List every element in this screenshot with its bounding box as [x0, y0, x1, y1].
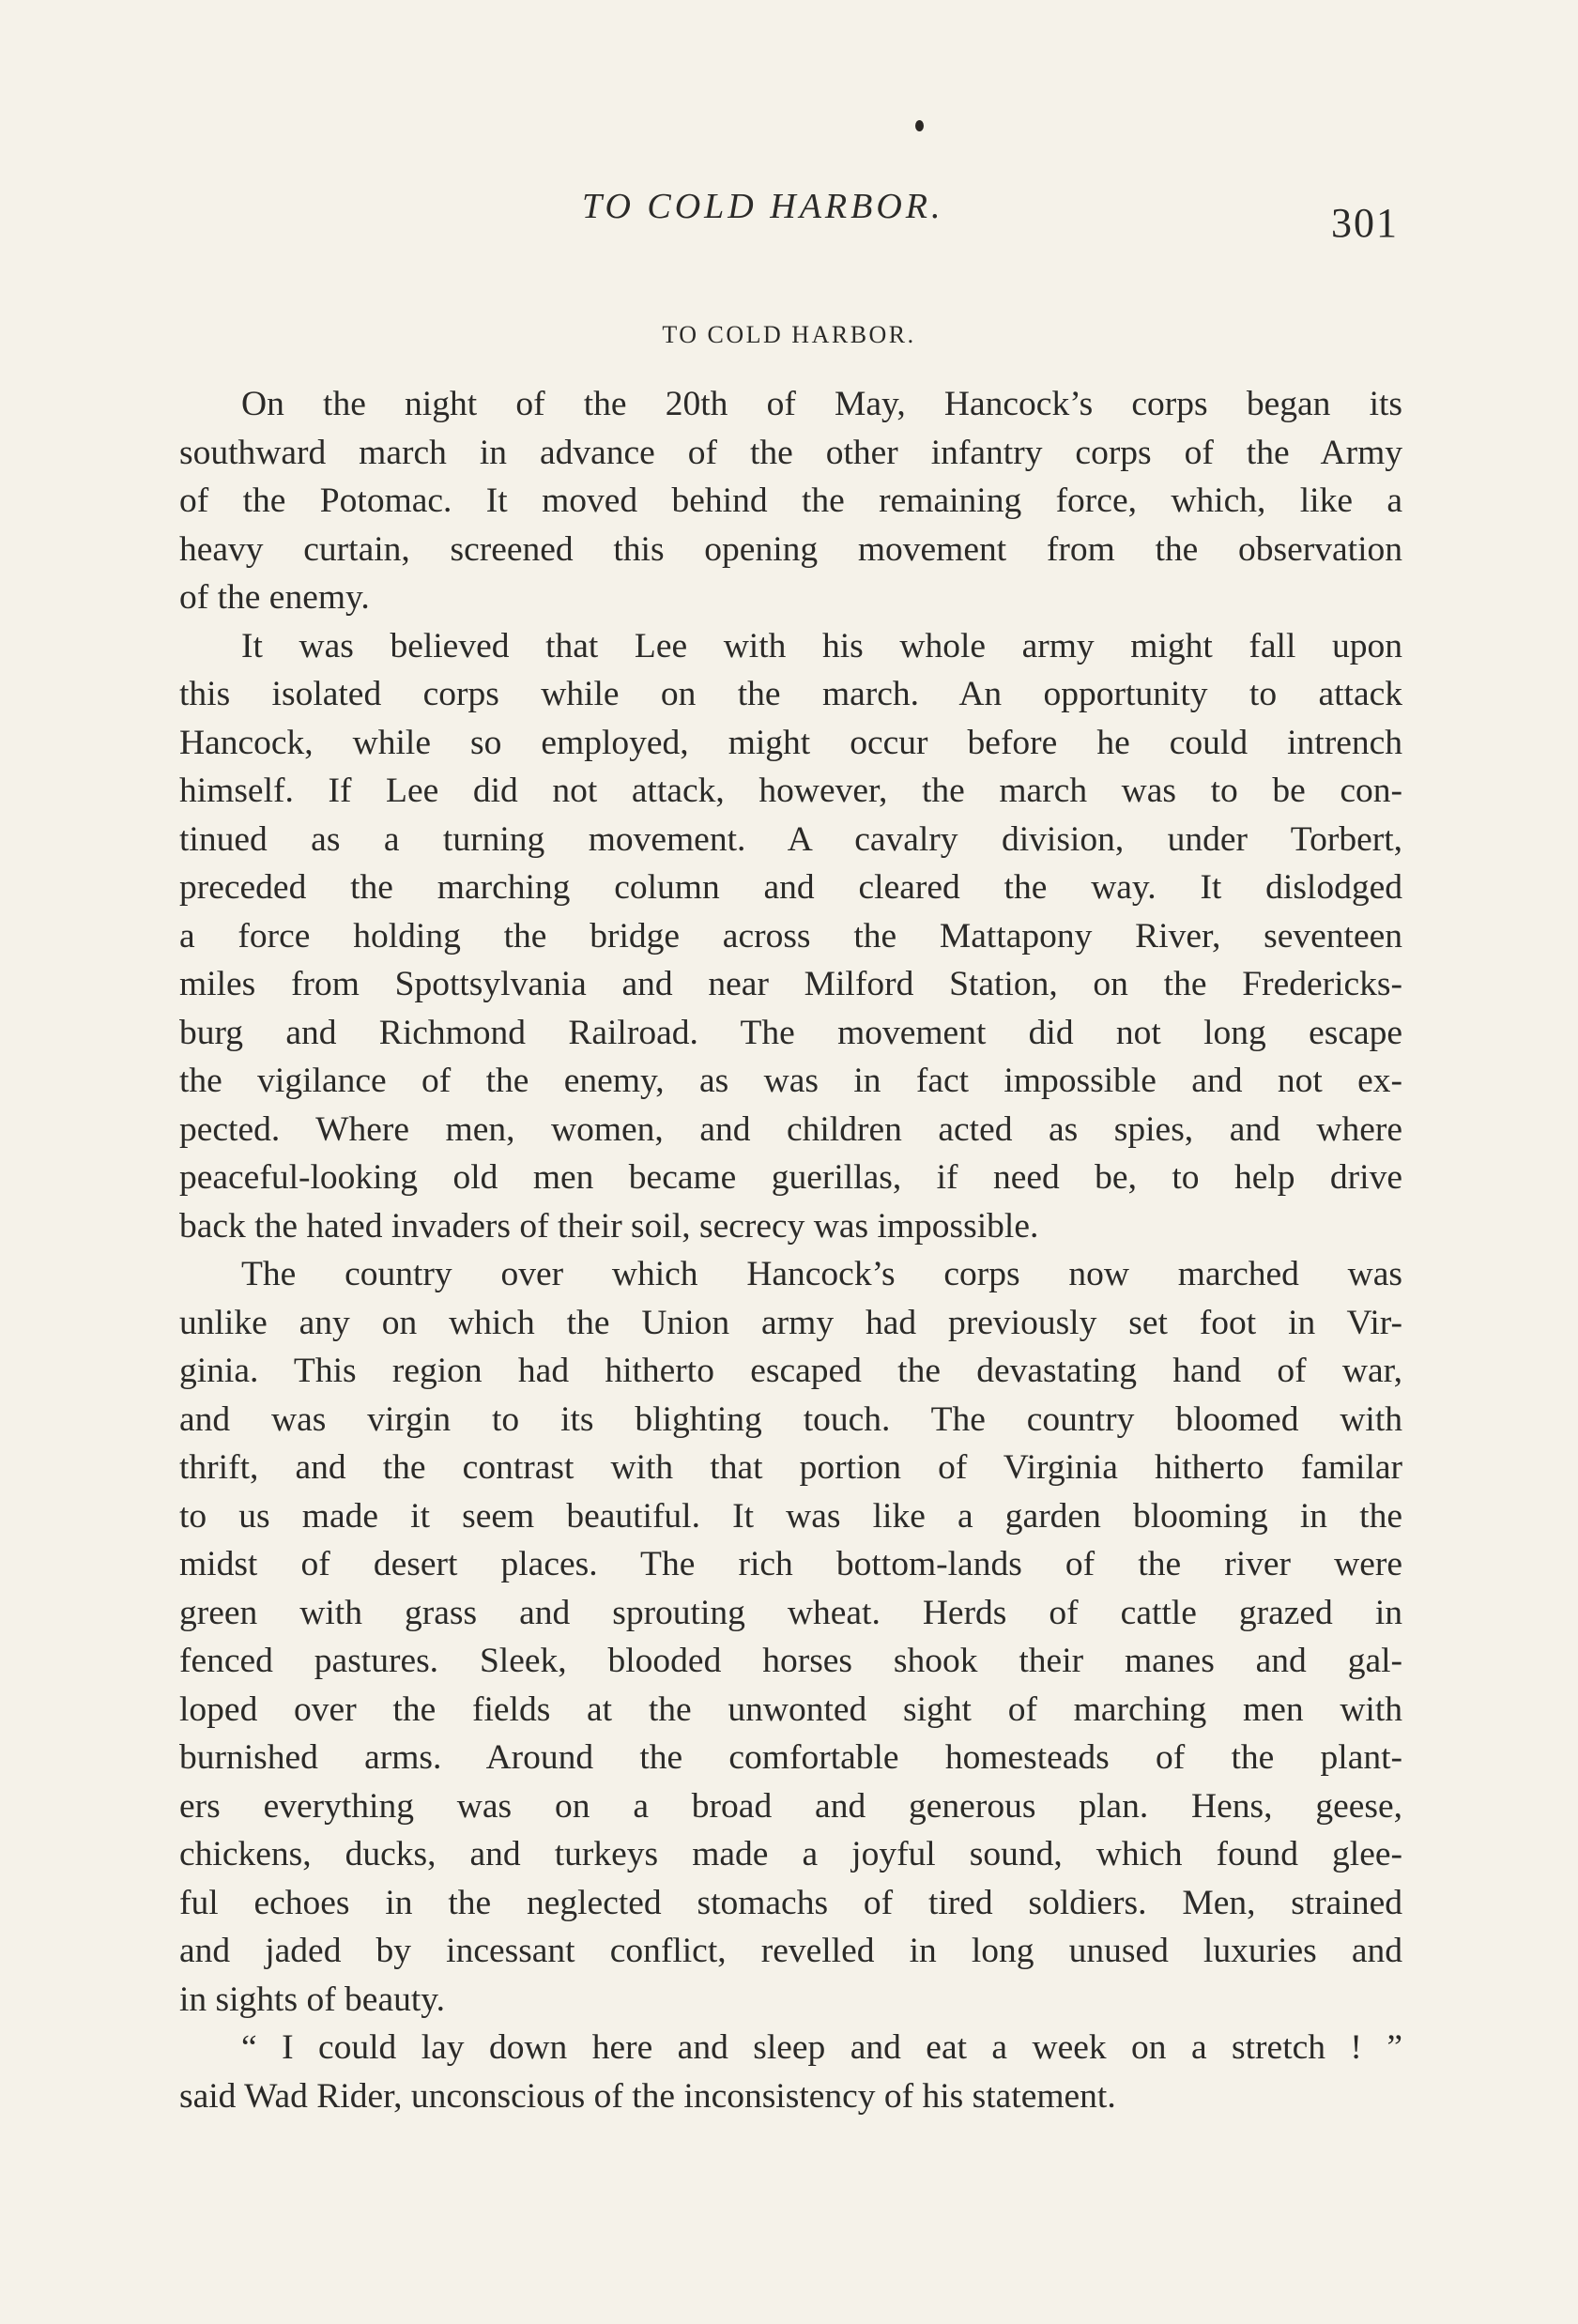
text-line: On the night of the 20th of May, Hancock’s corps began its	[241, 385, 1402, 423]
text-line: burg and Richmond Railroad. The movement did not long escape	[179, 1013, 1402, 1052]
text-line: heavy curtain, screened this opening movement from the observation	[179, 529, 1402, 569]
text-line: loped over the fields at the unwonted sight of marching men with	[179, 1689, 1402, 1729]
text-line: ers everything was on a broad and generous plan. Hens, geese,	[179, 1786, 1402, 1826]
text-line: preceded the marching column and cleared the way. It dislodged	[179, 868, 1402, 907]
text-line: fenced pastures. Sleek, blooded horses shook their manes and gal-	[179, 1642, 1402, 1680]
paragraph	[179, 622, 1402, 1251]
text-line: to us made it seem beautiful. It was like a garden blooming in the	[179, 1496, 1402, 1536]
page-number: 301	[1331, 200, 1399, 246]
text-line: chickens, ducks, and turkeys made a joyful sound, which found glee-	[179, 1835, 1402, 1873]
text-line: unlike any on which the Union army had previously set foot in Vir-	[179, 1303, 1402, 1342]
text-line: It was believed that Lee with his whole army might fall upon	[241, 626, 1402, 665]
text-line: in sights of beauty.	[179, 1980, 445, 2019]
text-line: southward march in advance of the other infantry corps of the Army	[179, 433, 1402, 472]
text-line: Hancock, while so employed, might occur before he could intrench	[179, 723, 1402, 762]
text-line: of the enemy.	[179, 578, 370, 617]
text-line: peaceful-looking old men became guerillas, if need be, to help drive	[179, 1158, 1402, 1197]
text-line: tinued as a turning movement. A cavalry division, under Torbert,	[179, 819, 1402, 859]
text-line: this isolated corps while on the march. An opportunity to attack	[179, 675, 1402, 713]
text-line: “ I could lay down here and sleep and eat a week on a stretch ! ”	[241, 2028, 1402, 2067]
text-line: a force holding the bridge across the Mattapony River, seventeen	[179, 916, 1402, 956]
text-line: and was virgin to its blighting touch. The country bloomed with	[179, 1399, 1402, 1439]
body-text	[179, 380, 1402, 2120]
text-line: pected. Where men, women, and children acted as spies, and where	[179, 1109, 1402, 1149]
text-line: The country over which Hancock’s corps now marched was	[241, 1255, 1402, 1293]
text-line: midst of desert places. The rich bottom-lands of the river were	[179, 1545, 1402, 1583]
text-line: himself. If Lee did not attack, however, the march was to be con-	[179, 772, 1402, 810]
text-line: of the Potomac. It moved behind the remaining force, which, like a	[179, 482, 1402, 520]
text-line: and jaded by incessant conflict, revelled in long unused luxuries and	[179, 1932, 1402, 1970]
paragraph	[179, 2024, 1402, 2120]
running-head: TO COLD HARBOR.	[582, 187, 944, 226]
text-line: thrift, and the contrast with that portion of Virginia hitherto familar	[179, 1448, 1402, 1487]
text-line: miles from Spottsylvania and near Milford Station, on the Fredericks-	[179, 965, 1402, 1003]
text-line: back the hated invaders of their soil, secrecy was impossible.	[179, 1206, 1039, 1246]
text-line: ginia. This region had hitherto escaped the devastating hand of war,	[179, 1352, 1402, 1390]
text-line: said Wad Rider, unconscious of the inconsistency of his statement.	[179, 2076, 1116, 2116]
text-line: green with grass and sprouting wheat. Herds of cattle grazed in	[179, 1593, 1402, 1632]
text-line: the vigilance of the enemy, as was in fact impossible and not ex-	[179, 1062, 1402, 1100]
section-title: TO COLD HARBOR.	[662, 321, 916, 348]
text-line: burnished arms. Around the comfortable homesteads of the plant-	[179, 1738, 1402, 1777]
paragraph	[179, 380, 1402, 622]
ink-speck	[915, 120, 924, 131]
paragraph	[179, 1250, 1402, 2024]
text-line: ful echoes in the neglected stomachs of tired soldiers. Men, strained	[179, 1883, 1402, 1922]
